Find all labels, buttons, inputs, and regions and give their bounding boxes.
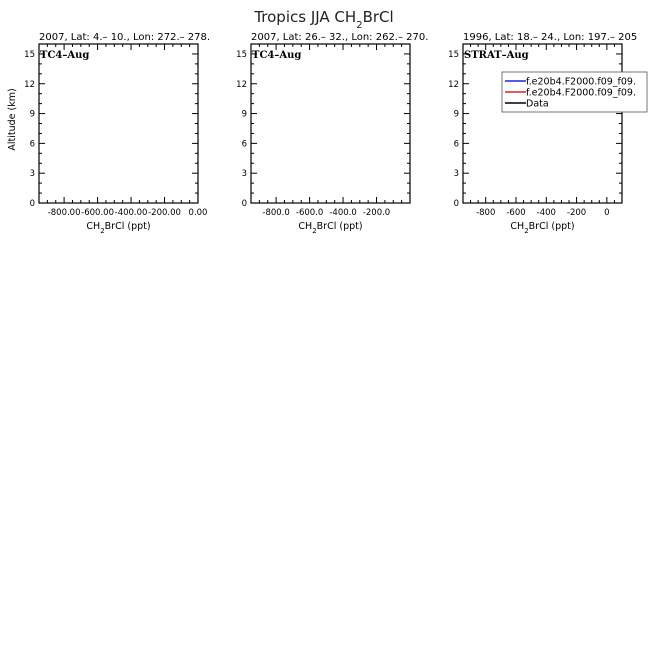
y-tick-label: 15 xyxy=(24,49,35,60)
y-tick-label: 6 xyxy=(241,139,247,150)
y-tick-label: 9 xyxy=(29,109,35,120)
y-tick-label: 0 xyxy=(241,199,247,209)
x-tick-label: -400.0 xyxy=(329,208,357,218)
x-tick-label: 0.00 xyxy=(188,208,208,218)
panel-tag: STRAT–Aug xyxy=(464,50,529,61)
y-axis-label: Altitude (km) xyxy=(7,88,18,151)
plot-frame xyxy=(251,44,410,203)
x-axis-label xyxy=(86,221,150,235)
x-axis-label-rest: BrCl (ppt) xyxy=(528,221,575,232)
y-tick-label: 15 xyxy=(448,49,459,60)
y-tick-label: 6 xyxy=(453,139,459,150)
plot-frame xyxy=(39,44,198,203)
figure-title-subscript: 2 xyxy=(356,19,363,31)
y-tick-label: 3 xyxy=(29,169,35,180)
figure-title-rest: BrCl xyxy=(362,8,394,26)
x-tick-label: -200.00 xyxy=(148,208,181,218)
panel-title: 1996, Lat: 18.– 24., Lon: 197.– 205 xyxy=(463,32,638,43)
x-tick-label: -800.0 xyxy=(262,208,290,218)
x-tick-label: 0 xyxy=(604,208,610,218)
figure-title-main: Tropics JJA CH xyxy=(254,8,357,26)
x-tick-label: -600.0 xyxy=(295,208,324,218)
chart-panels xyxy=(7,32,647,235)
x-axis-label-main: CH xyxy=(86,221,101,232)
x-axis-label xyxy=(298,221,362,235)
y-tick-label: 0 xyxy=(29,199,35,209)
chart-panel-3 xyxy=(448,32,647,235)
x-tick-label: -400.00 xyxy=(114,208,148,218)
panel-title: 2007, Lat: 4.– 10., Lon: 272.– 278. xyxy=(39,32,211,43)
x-axis-label-main: CH xyxy=(510,221,525,232)
figure-title xyxy=(253,8,393,31)
panel-tag: TC4–Aug xyxy=(40,50,90,61)
legend-entry: f.e20b4.F2000.f09_f09. xyxy=(526,87,636,99)
x-axis-label-rest: BrCl (ppt) xyxy=(316,221,363,232)
x-tick-label: -200 xyxy=(566,208,587,218)
y-tick-label: 12 xyxy=(448,79,459,90)
x-axis-label xyxy=(510,221,574,235)
panel-tag: TC4–Aug xyxy=(252,50,302,61)
y-tick-label: 9 xyxy=(453,109,459,120)
y-tick-label: 9 xyxy=(241,109,247,120)
legend-entry: Data xyxy=(526,98,549,110)
x-axis-label-subscript: 2 xyxy=(312,227,317,235)
plot-frame xyxy=(463,44,622,203)
x-tick-label: -600 xyxy=(506,208,526,218)
y-tick-label: 12 xyxy=(236,79,247,90)
x-axis-label-main: CH xyxy=(298,221,313,232)
y-tick-label: 0 xyxy=(453,199,459,209)
x-tick-label: -400 xyxy=(536,208,556,218)
chart-panel-2 xyxy=(236,32,428,235)
chart-panel-1 xyxy=(7,32,210,235)
x-axis-label-subscript: 2 xyxy=(100,227,105,235)
y-tick-label: 3 xyxy=(453,169,459,180)
y-tick-label: 15 xyxy=(236,49,247,60)
x-axis-label-rest: BrCl (ppt) xyxy=(104,221,151,232)
legend-entry: f.e20b4.F2000.f09_f09. xyxy=(526,76,636,88)
x-axis-label-subscript: 2 xyxy=(524,227,529,235)
x-tick-label: -800 xyxy=(476,208,496,218)
x-tick-label: -800.00 xyxy=(47,208,81,218)
legend xyxy=(502,72,647,112)
y-tick-label: 3 xyxy=(241,169,247,180)
panel-title: 2007, Lat: 26.– 32., Lon: 262.– 270. xyxy=(251,32,429,43)
x-tick-label: -200.0 xyxy=(362,208,391,218)
y-tick-label: 12 xyxy=(24,79,35,90)
y-tick-label: 6 xyxy=(29,139,35,150)
x-tick-label: -600.00 xyxy=(81,208,114,218)
